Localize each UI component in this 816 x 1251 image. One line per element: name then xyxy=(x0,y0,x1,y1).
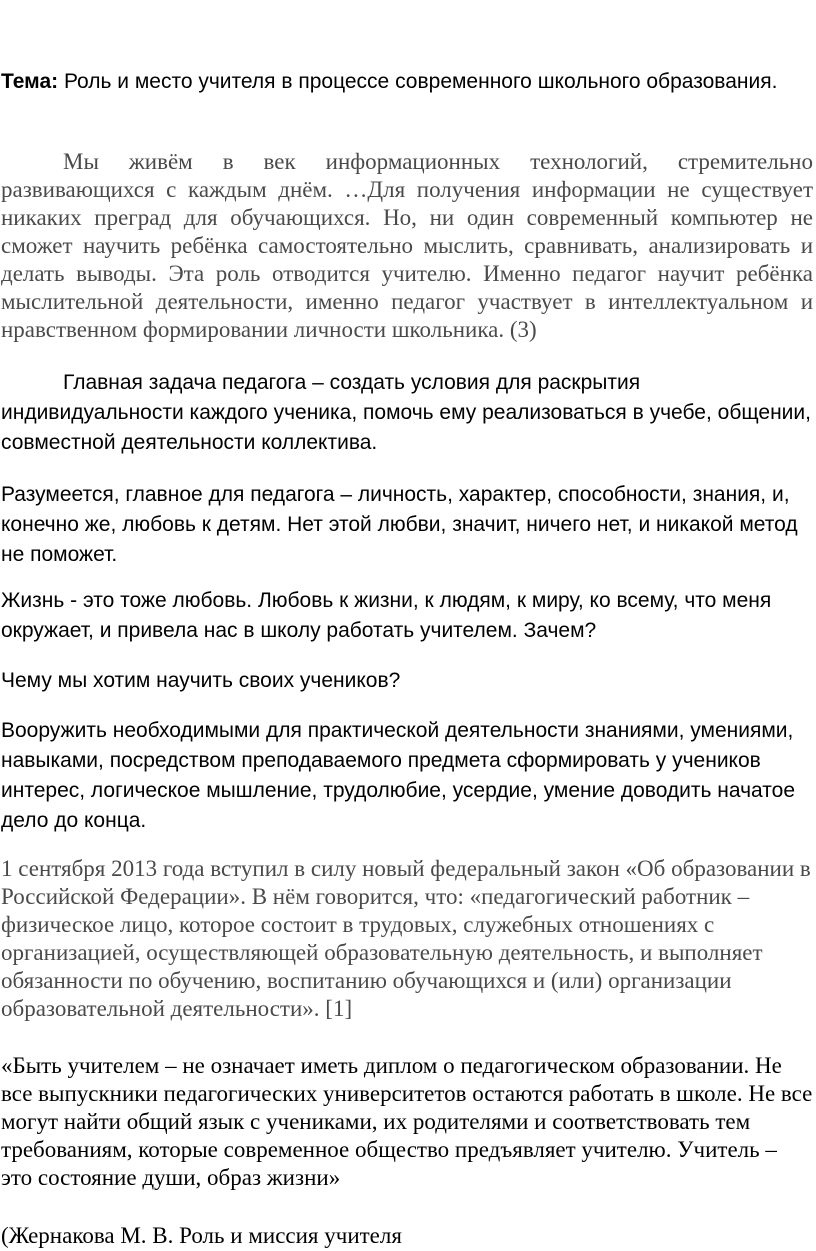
paragraph-equip-skills: Вооружить необходимыми для практической деятельности знаниями, умениями, навыками, посредством преподаваемого предмета сформировать у учеников интерес, логическое мышление, трудолюбие, усердие, умение доводить начатое дело до конца. xyxy=(1,719,796,832)
paragraph-quote-teacher: «Быть учителем – не означает иметь диплом о педагогическом образовании. Не все выпускники педагогических университетов остаются работать в школе. Не все могут найти общий язык с учениками, их родителями и соответствовать тем требованиям, которые современное общество предъявляет учителю. Учитель – это состояние души, образ жизни» xyxy=(1,1053,813,1190)
topic-heading xyxy=(1,67,813,97)
paragraph-life-love: Жизнь - это тоже любовь. Любовь к жизни, к людям, к миру, ко всему, что меня окружает, и привела нас в школу работать учителем. Зачем? xyxy=(1,589,772,642)
paragraph-federal-law: 1 сентября 2013 года вступил в силу новый федеральный закон «Об образовании в Российской Федерации». В нём говорится, что: «педагогический работник – физическое лицо, которое состоит в трудовых, служебных отношениях с организацией, осуществляющей образовательную деятельность, и выполняет обязанности по обучению, воспитанию обучающихся и (или) организации образовательной деятельности». [1] xyxy=(1,856,811,1021)
topic-text: Роль и место учителя в процессе современного школьного образования. xyxy=(58,70,778,93)
citation-zhernakova: (Жернакова М. В. Роль и миссия учителя xyxy=(1,1223,402,1248)
paragraph-question: Чему мы хотим научить своих учеников? xyxy=(1,669,401,692)
topic-label: Тема: xyxy=(1,70,59,93)
paragraph-main-task: Главная задача педагога – создать условия для раскрытия индивидуальности каждого ученика, помочь ему реализоваться в учебе, общении, совместной деятельности коллектива. xyxy=(1,371,811,454)
paragraph-personality: Разумеется, главное для педагога – личность, характер, способности, знания, и, конечно же, любовь к детям. Нет этой любви, значит, ничего нет, и никакой метод не поможет. xyxy=(1,483,798,566)
paragraph-information-age: Мы живём в век информационных технологий, стремительно развивающихся с каждым днём. …Для получения информации не существует никаких преград для обучающихся. Но, ни один современный компьютер не сможет научить ребёнка самостоятельно мыслить, сравнивать, анализировать и делать выводы. Эта роль отводится учителю. Именно педагог научит ребёнка мыслительной деятельности, именно педагог участвует в интеллектуальном и нравственном формировании личности школьника. (3) xyxy=(1,149,813,342)
